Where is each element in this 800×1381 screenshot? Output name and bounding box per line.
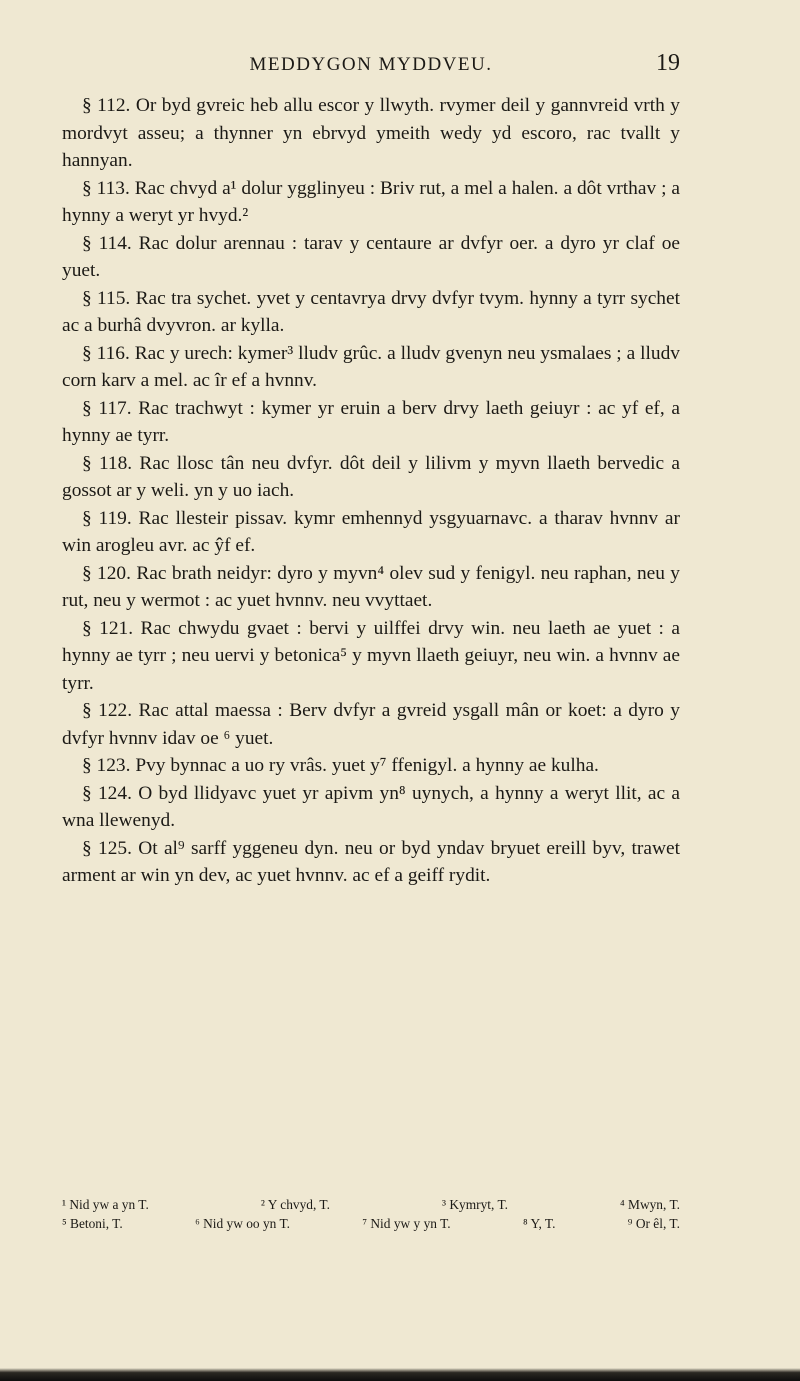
page-number: 19 xyxy=(656,50,680,76)
footnote-2: ² Y chvyd, T. xyxy=(260,1197,330,1212)
footnote-4: ⁴ Mwyn, T. xyxy=(620,1197,680,1212)
main-text xyxy=(62,92,680,890)
footnote-3: ³ Kymryt, T. xyxy=(441,1197,508,1212)
paragraph-115: § 115. Rac tra sychet. yvet y centavrya drvy dvfyr tvym. hynny a tyrr sychet ac a burhâ dvyvron. ar kylla. xyxy=(62,287,680,336)
footnote-1: ¹ Nid yw a yn T. xyxy=(62,1197,149,1212)
footnote-6: ⁶ Nid yw oo yn T. xyxy=(195,1216,291,1231)
paragraph-116: § 116. Rac y urech: kymer³ lludv grûc. a lludv gvenyn neu ysmalaes ; a lludv corn karv a mel. ac îr ef a hvnnv. xyxy=(62,342,680,391)
footnotes xyxy=(62,1195,680,1233)
paragraph-117: § 117. Rac trachwyt : kymer yr eruin a berv drvy laeth geiuyr : ac yf ef, a hynny ae tyrr. xyxy=(62,397,680,446)
paragraph-119: § 119. Rac llesteir pissav. kymr emhennyd ysgyuarnavc. a tharav hvnnv ar win arogleu avr. ac ŷf ef. xyxy=(62,507,680,556)
footnote-row xyxy=(62,1195,680,1214)
paragraph-112: § 112. Or byd gvreic heb allu escor y llwyth. rvymer deil y gannvreid vrth y mordvyt asseu; a thynner yn ebrvyd ymeith wedy yd escoro, rac tvallt y hannyan. xyxy=(62,95,680,171)
footnote-7: ⁷ Nid yw y yn T. xyxy=(362,1216,451,1231)
paragraph-124: § 124. O byd llidyavc yuet yr apivm yn⁸ uynych, a hynny a weryt llit, ac a wna llewenyd. xyxy=(62,782,680,831)
paragraph-123: § 123. Pvy bynnac a uo ry vrâs. yuet y⁷ ffenigyl. a hynny ae kulha. xyxy=(82,755,599,776)
paragraph-120: § 120. Rac brath neidyr: dyro y myvn⁴ olev sud y fenigyl. neu raphan, neu y rut, neu y wermot : ac yuet hvnnv. neu vvyttaet. xyxy=(62,562,680,611)
paragraph-114: § 114. Rac dolur arennau : tarav y centaure ar dvfyr oer. a dyro yr claf oe yuet. xyxy=(62,232,680,281)
footnote-9: ⁹ Or êl, T. xyxy=(627,1216,680,1231)
paragraph-113: § 113. Rac chvyd a¹ dolur ygglinyeu : Briv rut, a mel a halen. a dôt vrthav ; a hynny a weryt yr hvyd.² xyxy=(62,177,680,226)
footnote-5: ⁵ Betoni, T. xyxy=(62,1216,123,1231)
running-head: MEDDYGON MYDDVEU. xyxy=(249,54,493,75)
paragraph-125: § 125. Ot al⁹ sarff yggeneu dyn. neu or byd yndav bryuet ereill byv, trawet arment ar win yn dev, ac yuet hvnnv. ac ef a geiff rydit. xyxy=(62,837,680,886)
page-bottom-edge xyxy=(0,1368,800,1381)
footnote-8: ⁸ Y, T. xyxy=(522,1216,556,1231)
paragraph-121: § 121. Rac chwydu gvaet : bervi y uilffei drvy win. neu laeth ae yuet : a hynny ae tyrr ; neu uervi y betonica⁵ y myvn llaeth geiuyr, neu win. a hvnnv ae tyrr. xyxy=(62,617,680,694)
page-header xyxy=(62,50,680,80)
paragraph-118: § 118. Rac llosc tân neu dvfyr. dôt deil y lilivm y myvn llaeth bervedic a gossot ar y weli. yn y uo iach. xyxy=(62,452,680,501)
paragraph-122: § 122. Rac attal maessa : Berv dvfyr a gvreid ysgall mân or koet: a dyro y dvfyr hvnnv idav oe ⁶ yuet. xyxy=(62,700,680,749)
footnote-row xyxy=(62,1214,680,1233)
